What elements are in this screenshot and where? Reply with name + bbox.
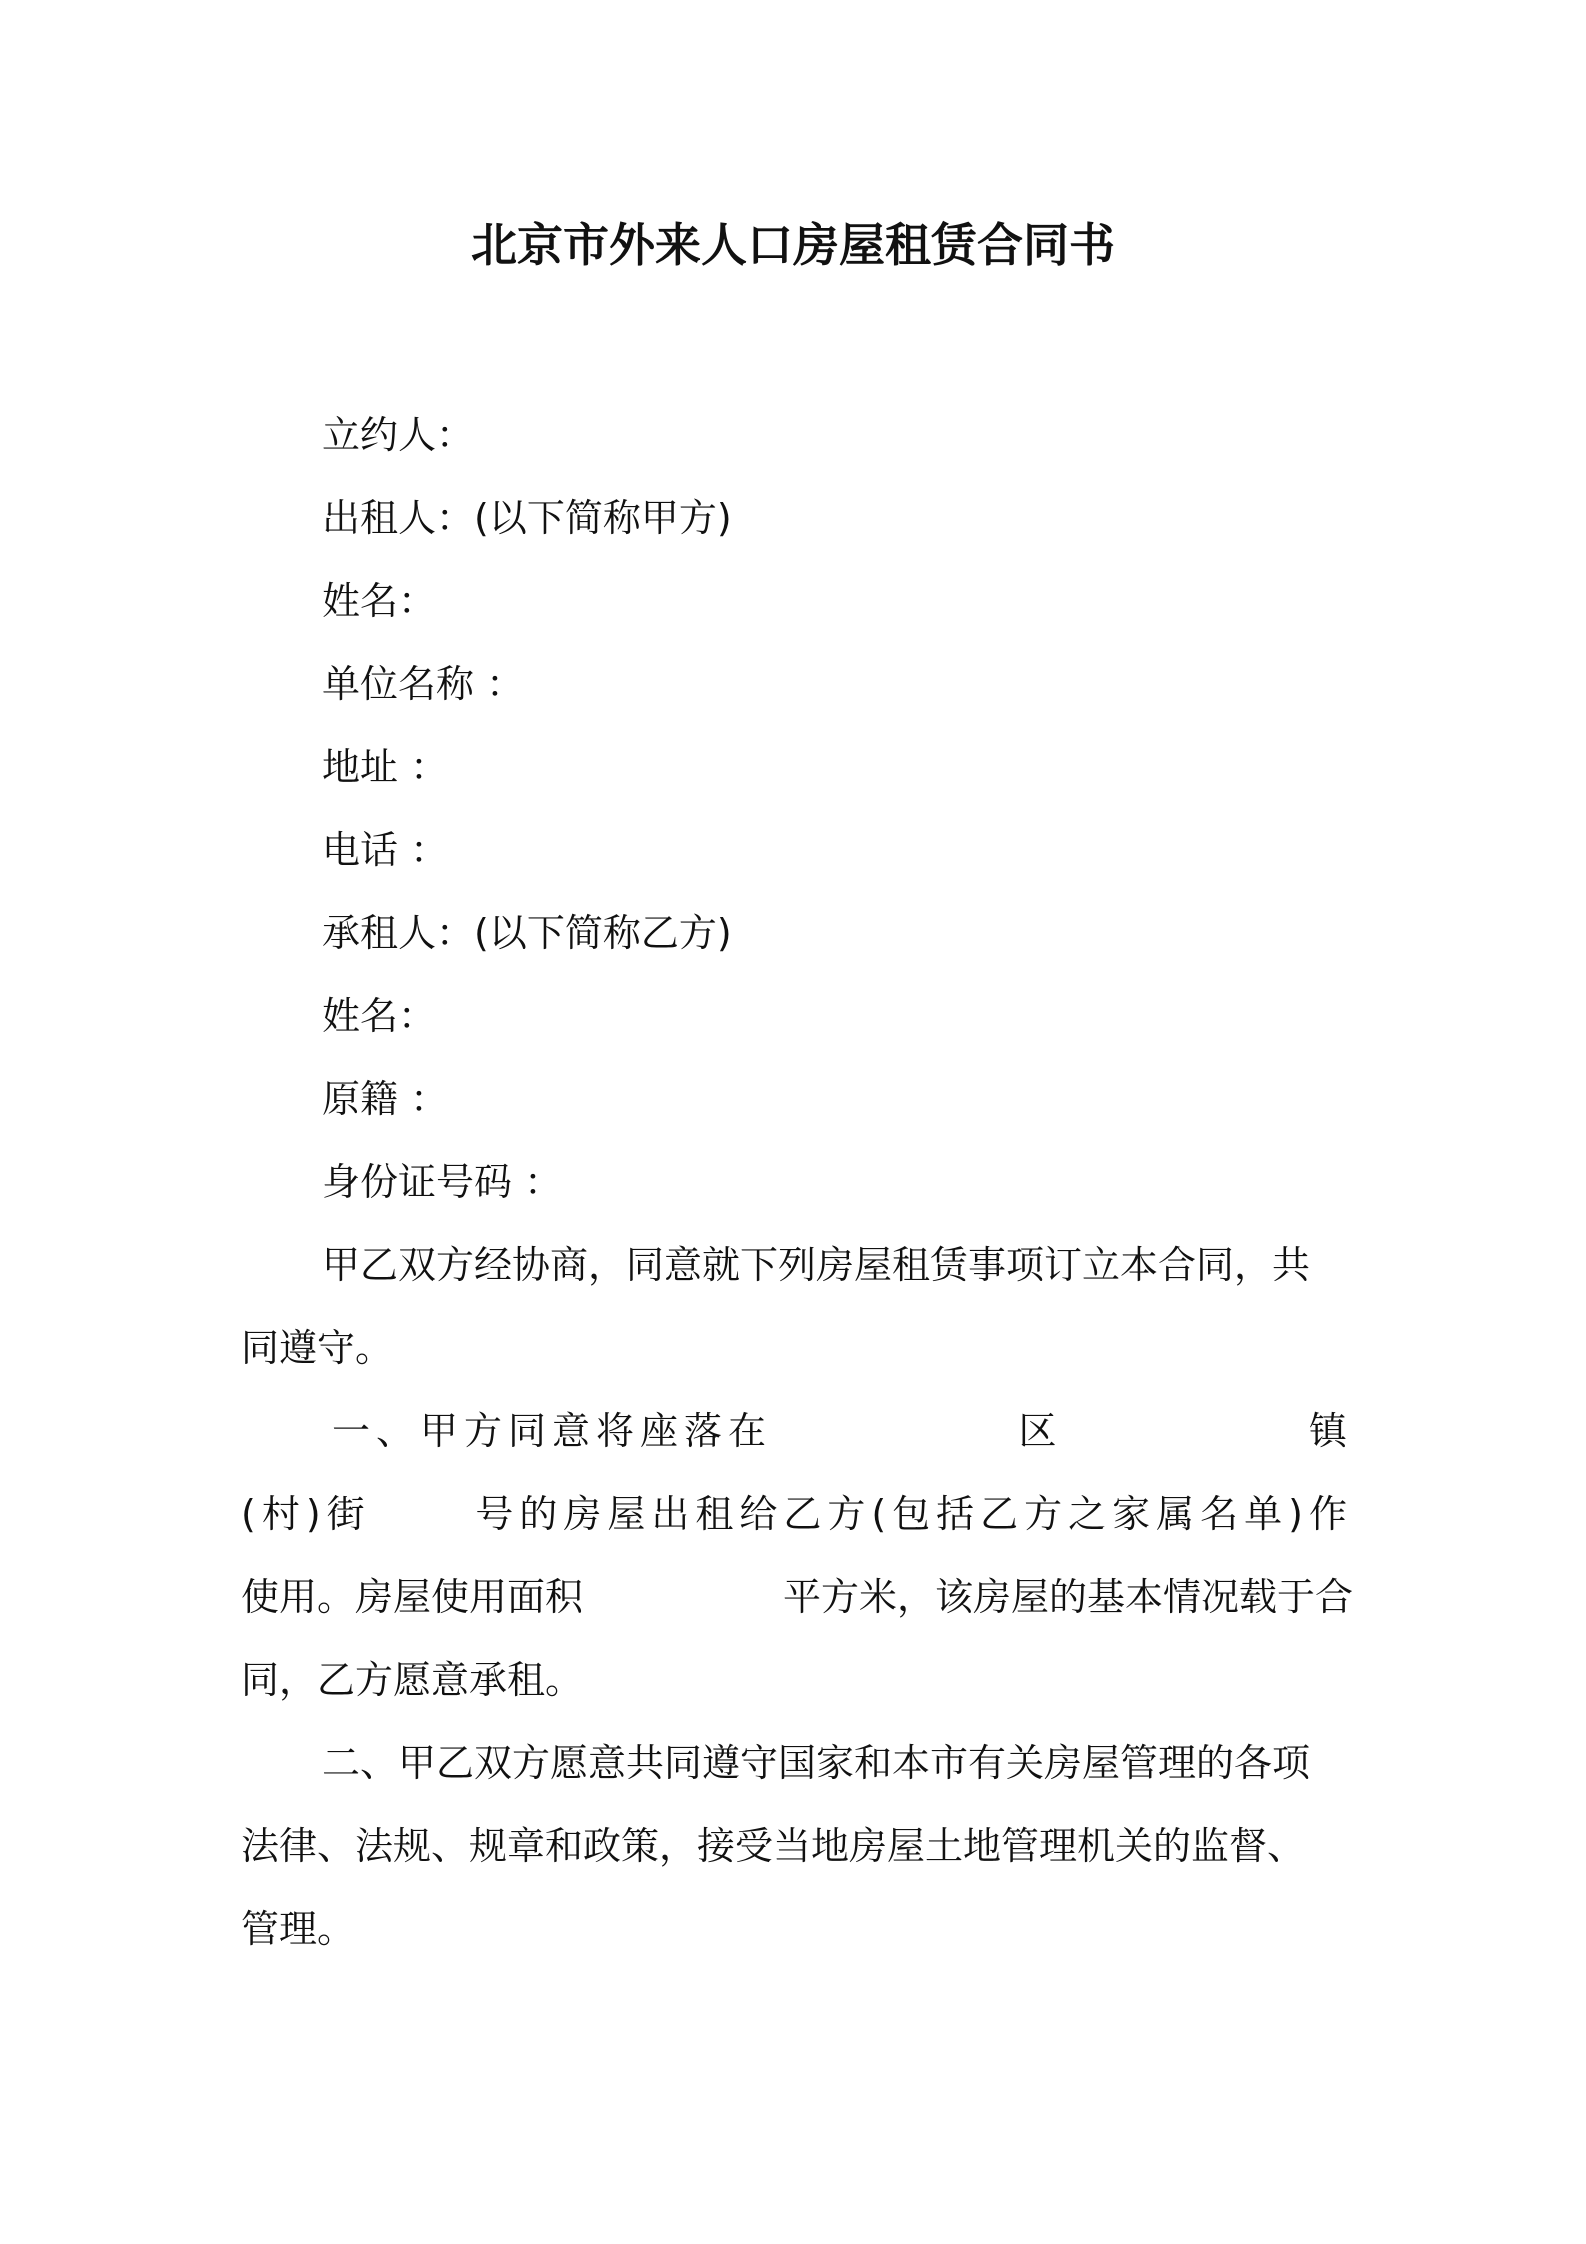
field-lessee-name: 姓名： (322, 994, 437, 1038)
field-lessee-origin: 原籍 ： (322, 1077, 449, 1121)
clause-2-line-3: 管理。 (241, 1907, 356, 1951)
clause-1-row-1 (332, 1406, 1353, 1456)
clause-1-row-2-part-2: 号的房屋出租给乙方(包括乙方之家属名单)作 (475, 1492, 1353, 1536)
clause-1-row-3 (241, 1572, 1353, 1622)
clause-2-line-1: 二、甲乙双方愿意共同遵守国家和本市有关房屋管理的各项 (322, 1741, 1311, 1785)
intro-line-2: 同遵守。 (241, 1326, 394, 1370)
clause-1-row-3-part-2: 平方米，该房屋的基本情况载于合 (782, 1575, 1353, 1619)
clause-1-row-2 (241, 1489, 1353, 1539)
field-lessor-name: 姓名： (322, 579, 437, 623)
intro-line-1: 甲乙双方经协商，同意就下列房屋租赁事项订立本合同，共 (322, 1243, 1311, 1287)
field-lessor-address: 地址 ： (322, 745, 449, 789)
document-title: 北京市外来人口房屋租赁合同书 (471, 218, 1115, 272)
clause-1-row-1-part-2: 区 (1018, 1409, 1063, 1453)
clause-1-row-4: 同，乙方愿意承租。 (241, 1658, 584, 1702)
clause-2-line-2: 法律、法规、规章和政策，接受当地房屋土地管理机关的监督、 (241, 1824, 1306, 1868)
field-signatory: 立约人： (322, 413, 475, 457)
field-lessor: 出租人：(以下简称甲方) (322, 496, 732, 540)
field-lessee: 承租人：(以下简称乙方) (322, 911, 732, 955)
field-lessor-phone: 电话 ： (322, 828, 449, 872)
clause-1-row-1-part-3: 镇 (1308, 1409, 1353, 1453)
clause-1-row-3-part-1: 使用。房屋使用面积 (241, 1575, 584, 1619)
field-lessor-company: 单位名称 ： (322, 662, 525, 706)
clause-1-row-2-part-1: (村)街 (241, 1492, 371, 1536)
clause-1-row-1-part-1: 一、甲方同意将座落在 (332, 1409, 773, 1453)
field-lessee-id: 身份证号码 ： (322, 1160, 563, 1204)
